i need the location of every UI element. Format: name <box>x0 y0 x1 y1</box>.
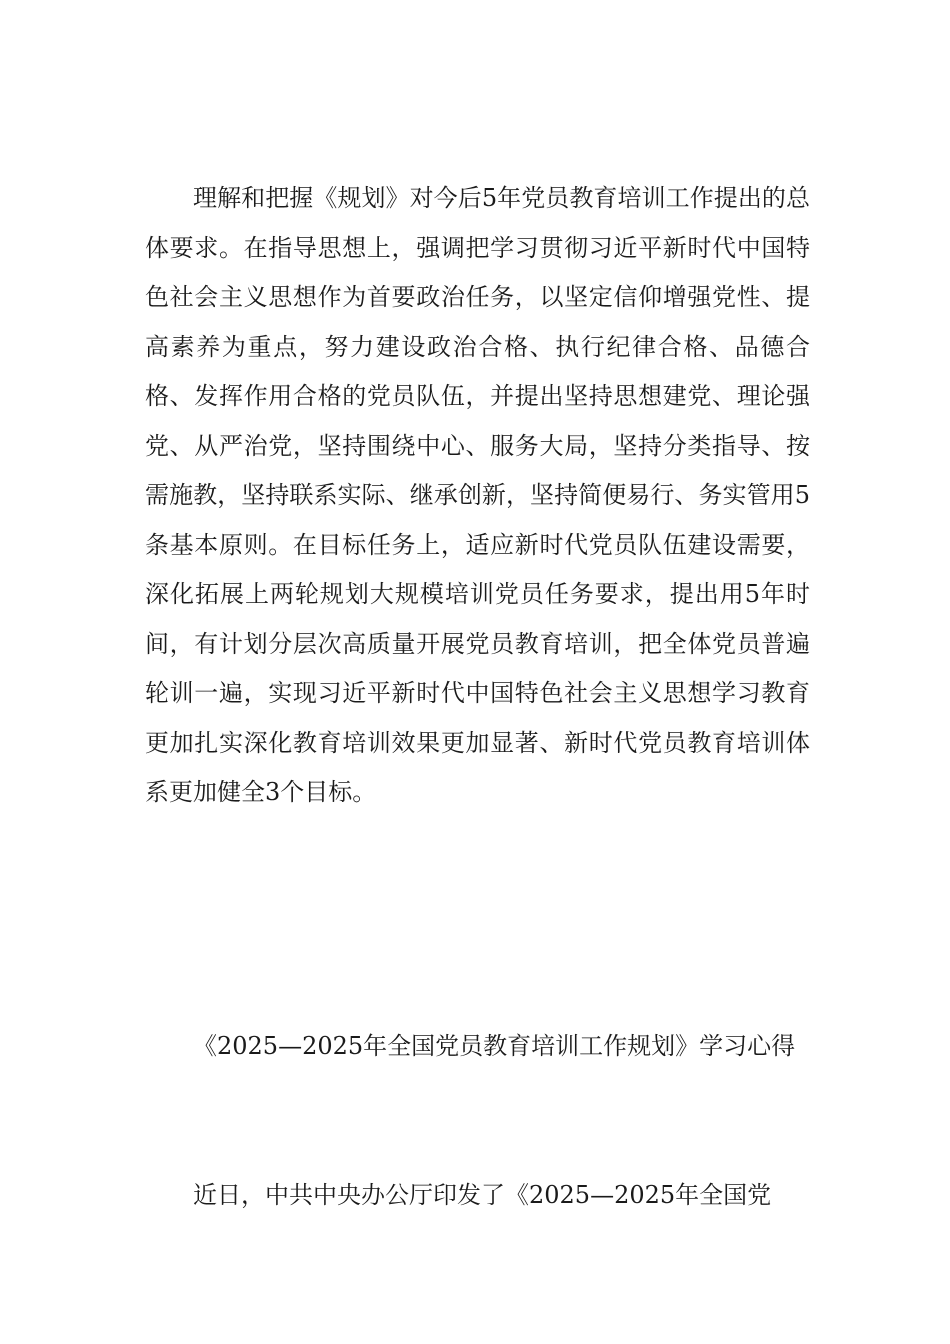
body-paragraph-1: 理解和把握《规划》对今后5年党员教育培训工作提出的总体要求。在指导思想上，强调把学习贯彻习近平新时代中国特色社会主义思想作为首要政治任务，以坚定信仰增强党性、提高素养为重点，努力建设政治合格、执行纪律合格、品德合格、发挥作用合格的党员队伍，并提出坚持思想建党、理论强党、从严治党，坚持围绕中心、服务大局，坚持分类指导、按需施教，坚持联系实际、继承创新，坚持简便易行、务实管用5条基本原则。在目标任务上，适应新时代党员队伍建设需要，深化拓展上两轮规划大规模培训党员任务要求，提出用5年时间，有计划分层次高质量开展党员教育培训，把全体党员普遍轮训一遍，实现习近平新时代中国特色社会主义思想学习教育更加扎实深化教育培训效果更加显著、新时代党员教育培训体系更加健全3个目标。 <box>145 184 810 806</box>
section-heading: 《2025—2025年全国党员教育培训工作规划》学习心得 <box>193 1032 796 1060</box>
body-paragraph-2: 近日，中共中央办公厅印发了《2025—2025年全国党 <box>193 1181 772 1209</box>
